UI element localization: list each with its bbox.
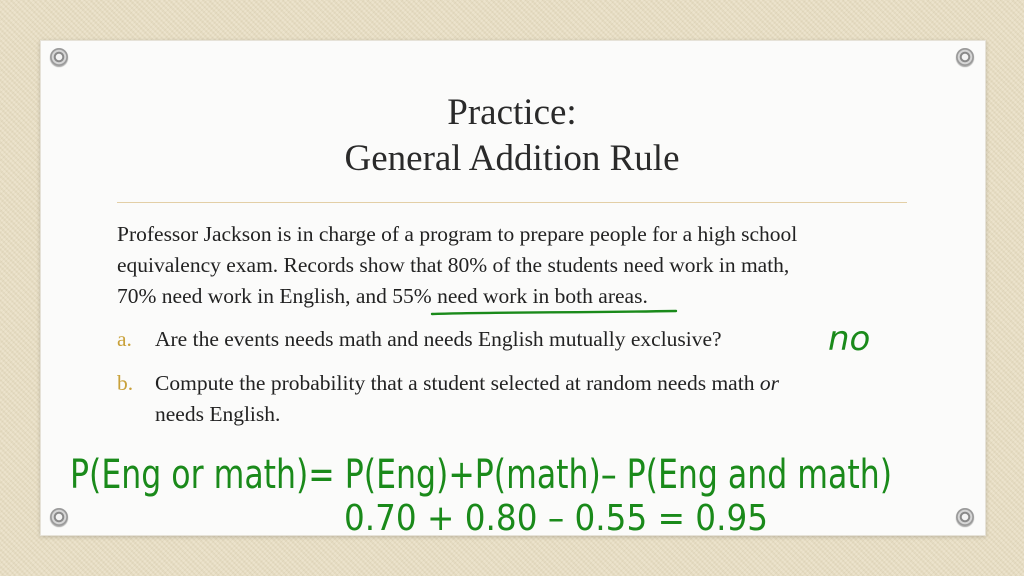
slide-title [40, 90, 984, 182]
pin-icon-bottom-right [956, 508, 974, 526]
paragraph-line-1: Professor Jackson is in charge of a program to prepare people for a high school [117, 222, 798, 246]
paragraph-line-3-start: 70% need work in English, and [117, 284, 393, 308]
problem-paragraph [117, 219, 917, 312]
list-text-b-main: Compute the probability that a student selected at random needs math [155, 371, 760, 395]
list-text-b-emphasis: or [759, 371, 779, 395]
list-text-b-line-2: needs English. [155, 402, 281, 426]
paragraph-line-3 [117, 281, 917, 312]
pin-icon-top-left [50, 48, 68, 66]
paragraph-line-3-end: areas. [592, 284, 648, 308]
handwritten-answer-a: no [828, 319, 871, 359]
list-marker-b: b. [117, 371, 134, 395]
list-text-b [155, 368, 779, 399]
title-line-2: General Addition Rule [344, 138, 680, 179]
list-marker-a: a. [117, 327, 132, 351]
paragraph-line-2: equivalency exam. Records show that 80% of the students need work in math, [117, 253, 790, 277]
title-divider [117, 202, 907, 203]
handwritten-calculation: 0.70 + 0.80 – 0.55 = 0.95 [344, 498, 768, 539]
title-line-1: Practice: [447, 92, 577, 133]
list-text-a: Are the events needs math and needs English mutually exclusive? [155, 327, 722, 351]
pin-icon-top-right [956, 48, 974, 66]
handwritten-formula: P(Eng or math)= P(Eng)+P(math)– P(Eng and math) [70, 452, 893, 498]
pin-icon-bottom-left [50, 508, 68, 526]
underlined-phrase: 55% need work in both [392, 284, 593, 308]
